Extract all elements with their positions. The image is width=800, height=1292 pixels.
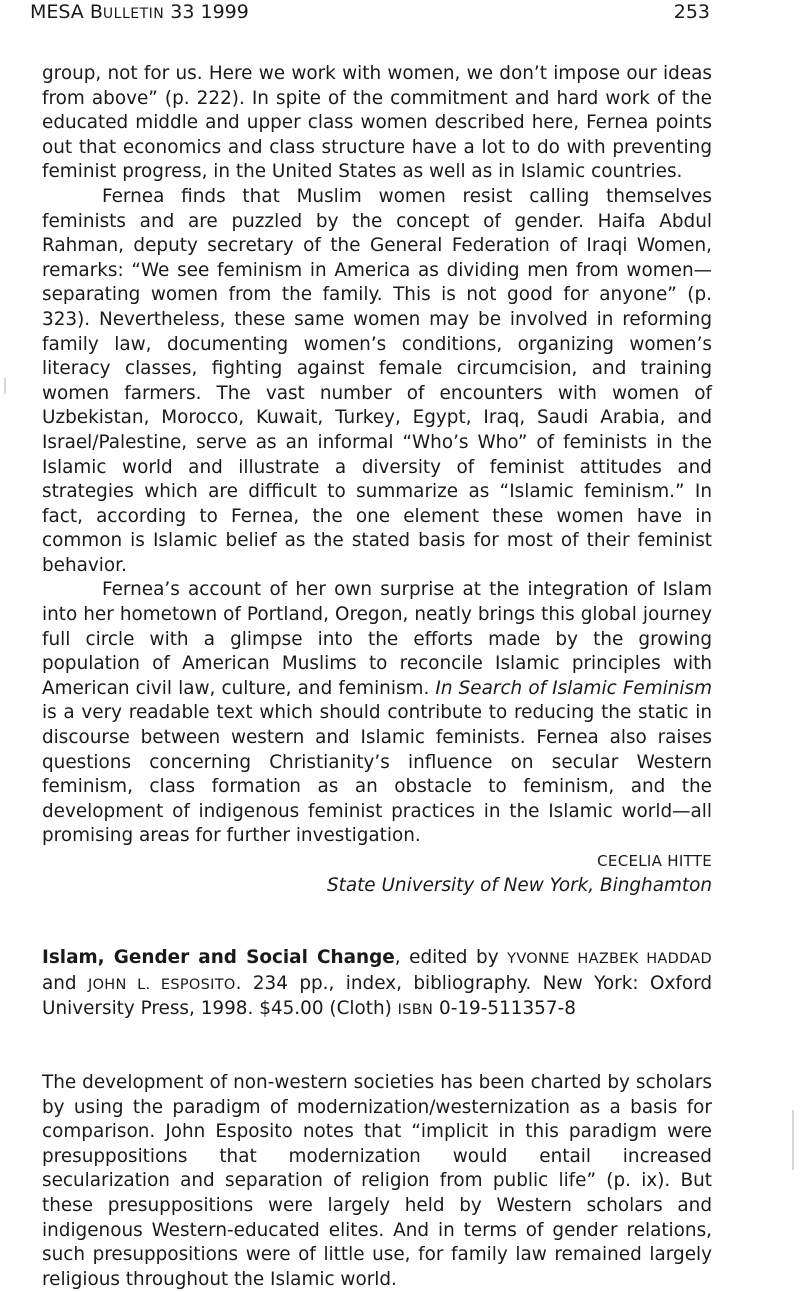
page-body (42, 62, 712, 1292)
paragraph: The development of non-western societies has been charted by scholars by using the paradigm of modernization/westernization as a basis for comparison. John Esposito notes that “implicit in this paradigm were presuppositions that modernization would entail increased secularization and separation of religion from public life” (p. ix). But these presuppositions were largely held by Western scholars and indigenous Western-educated elites. And in terms of gender relations, such presuppositions were of little use, for family law remained largely religious throughout the Islamic world. (42, 1071, 712, 1290)
page-number: 253 (673, 1, 710, 23)
paragraph: Fernea’s account of her own surprise at the integration of Islam into her hometown of Portland, Oregon, neatly brings this global journey full circle with a glimpse into the efforts made by the growing population of American Muslims to reconcile Islamic principles with American civil law, culture, and feminism. In Search of Islamic Feminism is a very readable text which should contribute to reducing the static in discourse between western and Islamic feminists. Fernea also raises questions concerning Christianity’s influence on secular Western feminism, class formation as an obstacle to feminism, and the development of indigenous feminist practices in the Islamic world—all promising areas for further investigation. (42, 579, 712, 847)
reviewer-name: CECELIA HITTE (597, 852, 712, 870)
book-citation: Islam, Gender and Social Change, edited by YVONNE HAZBEK HADDAD and JOHN L. ESPOSITO. 234 pp., index, bibliography. New York: Oxford University Press, 1998. $45.00 (Cloth) ISBN 0-19-511357-8 (42, 947, 712, 1020)
running-head: MESA BULLETIN 33 1999 (30, 1, 249, 23)
reviewer-affiliation: State University of New York, Binghamton (326, 874, 712, 896)
scan-mark (4, 378, 6, 394)
scan-mark (792, 1110, 794, 1170)
editor-name: YVONNE HAZBEK HADDAD (507, 951, 712, 968)
page-header (30, 0, 710, 26)
paragraph: Fernea finds that Muslim women resist calling themselves feminists and are puzzled by the concept of gender. Haifa Abdul Rahman, deputy secretary of the General Federation of Iraqi Women, remarks: “We see feminism in America as dividing men from women—separating women from the family. This is not good for anyone” (p. 323). Nevertheless, these same women may be involved in reforming family law, documenting women’s conditions, organizing women’s literacy classes, fighting against female circumcision, and training women farmers. The vast number of encounters with women of Uzbekistan, Morocco, Kuwait, Turkey, Egypt, Iraq, Saudi Arabia, and Israel/Palestine, serve as an informal “Who’s Who” of feminists in the Islamic world and illustrate a diversity of feminist attitudes and strategies which are difficult to summarize as “Islamic feminism.” In fact, according to Fernea, the one element these women have in common is Islamic belief as the stated basis for most of their feminist behavior. (42, 185, 712, 576)
paragraph: group, not for us. Here we work with women, we don’t impose our ideas from above” (p. 222). In spite of the commitment and hard work of the educated middle and upper class women described here, Fernea points out that economics and class structure have a lot to do with preventing feminist progress, in the United States as well as in Islamic countries. (42, 63, 712, 183)
editor-name: JOHN L. ESPOSITO (88, 976, 236, 993)
book-title-italic: In Search of Islamic Feminism (435, 677, 712, 699)
book-title: Islam, Gender and Social Change (42, 947, 395, 969)
